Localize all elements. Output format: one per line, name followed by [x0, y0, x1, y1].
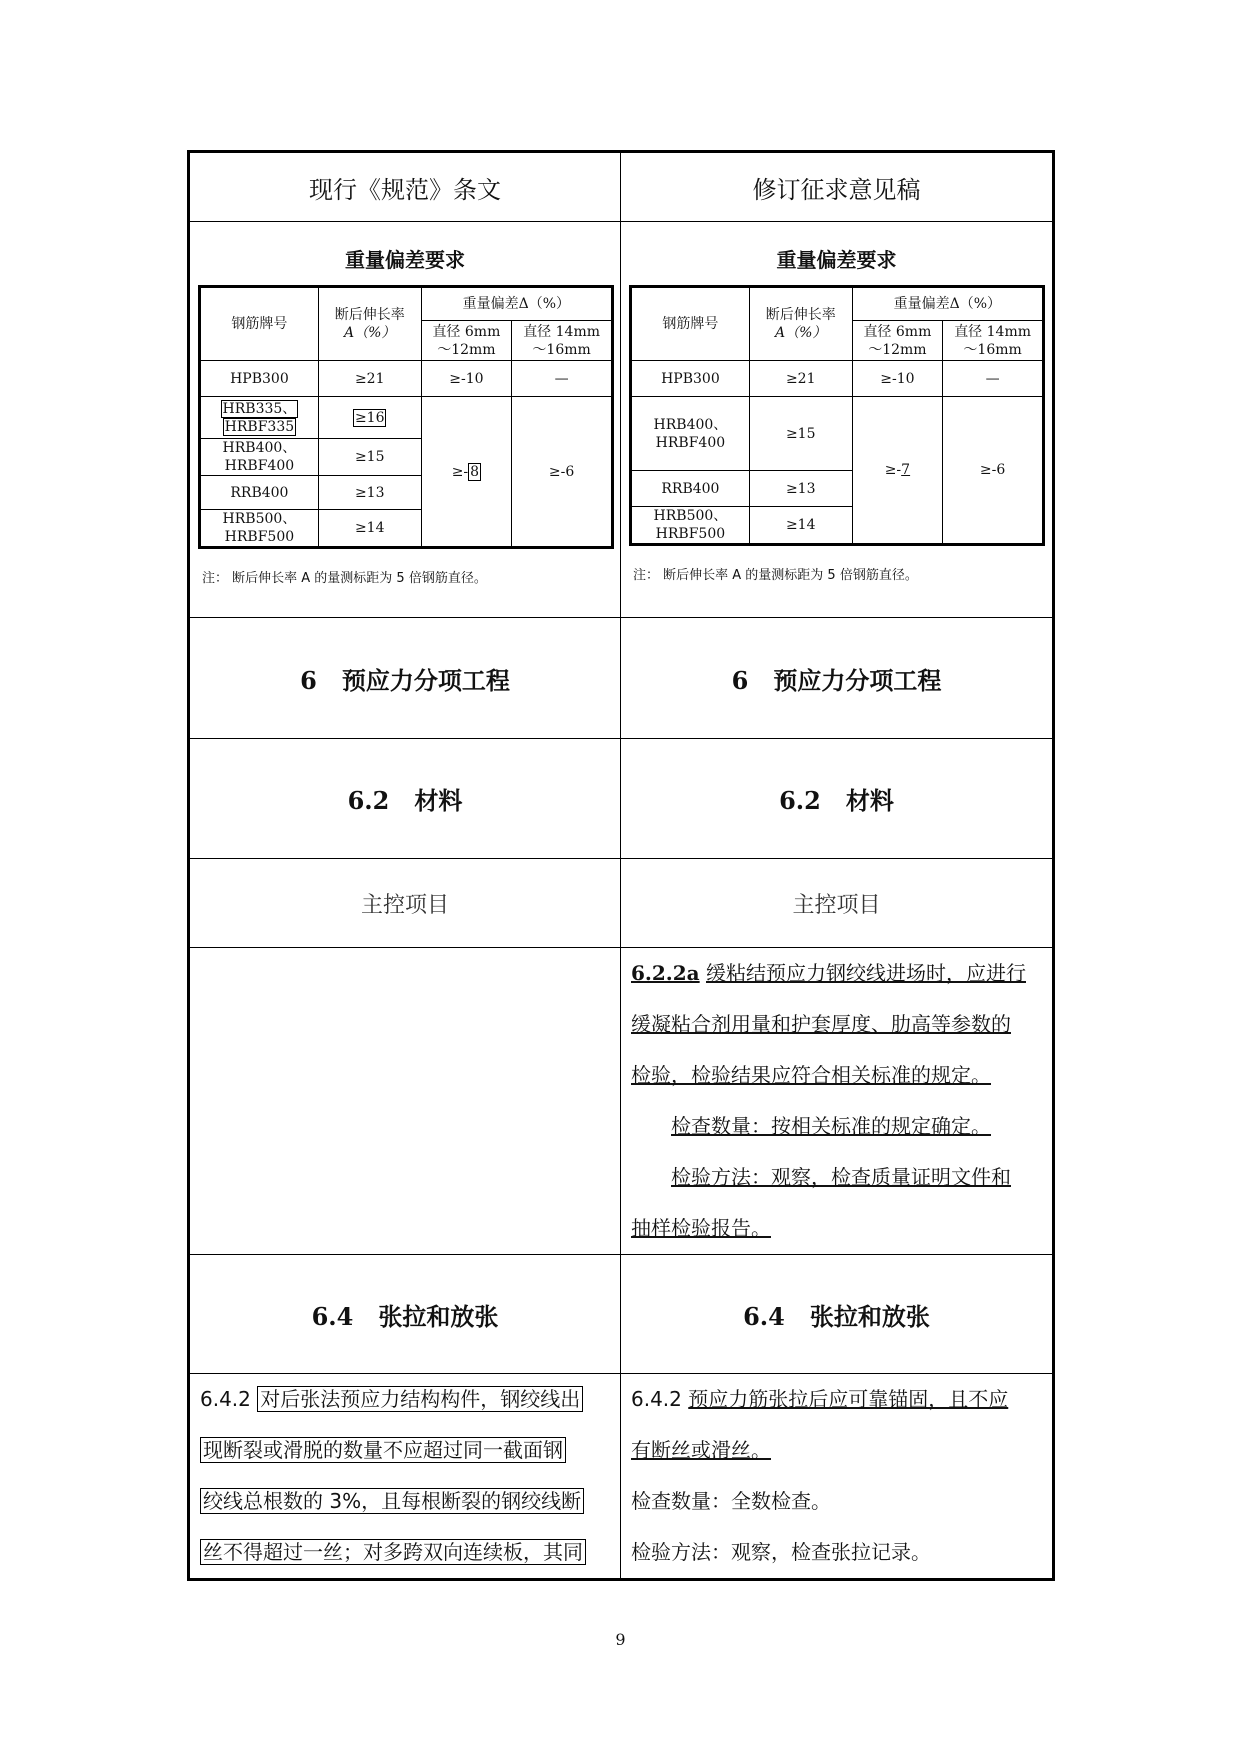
col-d1-header: 直径 6mm ～12mm	[852, 321, 943, 361]
control-items-left: 主控项目	[189, 859, 621, 948]
table-row: HRB400、 HRBF400 ≥15 ≥-7 ≥-6	[631, 397, 1044, 471]
table-row: HPB300 ≥21 ≥-10 —	[200, 361, 613, 397]
merged-dev-d1: ≥-7	[852, 397, 943, 545]
weight-table-left	[198, 285, 614, 549]
table-row: HPB300 ≥21 ≥-10 —	[631, 361, 1044, 397]
col-elong-header: 断后伸长率 A（%）	[318, 287, 421, 361]
col-d2-header: 直径 14mm ～16mm	[512, 321, 613, 361]
right-weight-cell	[621, 222, 1054, 618]
col-dev-header: 重量偏差Δ（%）	[421, 287, 612, 321]
table-row: RRB400 ≥13	[631, 471, 1044, 507]
section-6-4-right: 6.4 张拉和放张	[621, 1255, 1054, 1374]
left-weight-cell	[189, 222, 621, 618]
table-note-right: 注： 断后伸长率 A 的量测标距为 5 倍钢筋直径。	[633, 568, 918, 583]
merged-dev-d1: ≥- 8	[421, 397, 512, 548]
clause-6-2-2a: 6.2.2a 缓粘结预应力钢绞线进场时，应进行 缓凝粘合剂用量和护套厚度、肋高等参数的 检验，检验结果应符合相关标准的规定。 检查数量：按相关标准的规定确定。 检验方法：观察，检查质量证明文件和 抽样检验报告。	[621, 948, 1054, 1255]
col-grade-header: 钢筋牌号	[631, 287, 750, 361]
weight-table-title-right: 重量偏差要求	[776, 248, 897, 272]
section-6-2-left: 6.2 材料	[189, 739, 621, 859]
section-6-4-left: 6.4 张拉和放张	[189, 1255, 621, 1374]
col-d1-header: 直径 6mm ～12mm	[421, 321, 512, 361]
col-grade-header: 钢筋牌号	[200, 287, 319, 361]
weight-table-right	[629, 285, 1045, 546]
clause-6-4-2-left: 6.4.2 对后张法预应力结构构件，钢绞线出 现断裂或滑脱的数量不应超过同一截面钢 绞线总根数的 3%，且每根断裂的钢绞线断 丝不得超过一丝；对多跨双向连续板，其同	[189, 1374, 621, 1580]
section-6-right: 6 预应力分项工程	[621, 618, 1054, 739]
page-number: 9	[615, 1630, 626, 1649]
col-elong-header: 断后伸长率 A（%）	[749, 287, 852, 361]
merged-dev-d2: ≥-6	[943, 397, 1044, 545]
merged-dev-d2: ≥-6	[512, 397, 613, 548]
table-row: RRB400 ≥13	[200, 476, 613, 510]
comparison-table	[187, 150, 1055, 1581]
clause-6-4-2-right: 6.4.2 预应力筋张拉后应可靠锚固，且不应 有断丝或滑丝。 检查数量：全数检查。 检验方法：观察，检查张拉记录。	[621, 1374, 1054, 1580]
weight-table-title-left: 重量偏差要求	[345, 248, 465, 272]
section-6-left: 6 预应力分项工程	[189, 618, 621, 739]
header-revision-draft: 修订征求意见稿	[621, 152, 1054, 222]
table-row: HRB500、 HRBF500 ≥14	[200, 510, 613, 548]
header-current-code: 现行《规范》条文	[189, 152, 621, 222]
table-note-left: 注： 断后伸长率 A 的量测标距为 5 倍钢筋直径。	[202, 571, 487, 586]
control-items-right: 主控项目	[621, 859, 1054, 948]
table-row: HRB400、 HRBF400 ≥15	[200, 439, 613, 476]
section-6-2-right: 6.2 材料	[621, 739, 1054, 859]
empty-left-cell	[189, 948, 621, 1255]
col-dev-header: 重量偏差Δ（%）	[852, 287, 1043, 321]
table-row: HRB335、 HRBF335 ≥16 ≥- 8 ≥-6	[200, 397, 613, 439]
table-row: HRB500、 HRBF500 ≥14	[631, 507, 1044, 545]
col-d2-header: 直径 14mm ～16mm	[943, 321, 1044, 361]
